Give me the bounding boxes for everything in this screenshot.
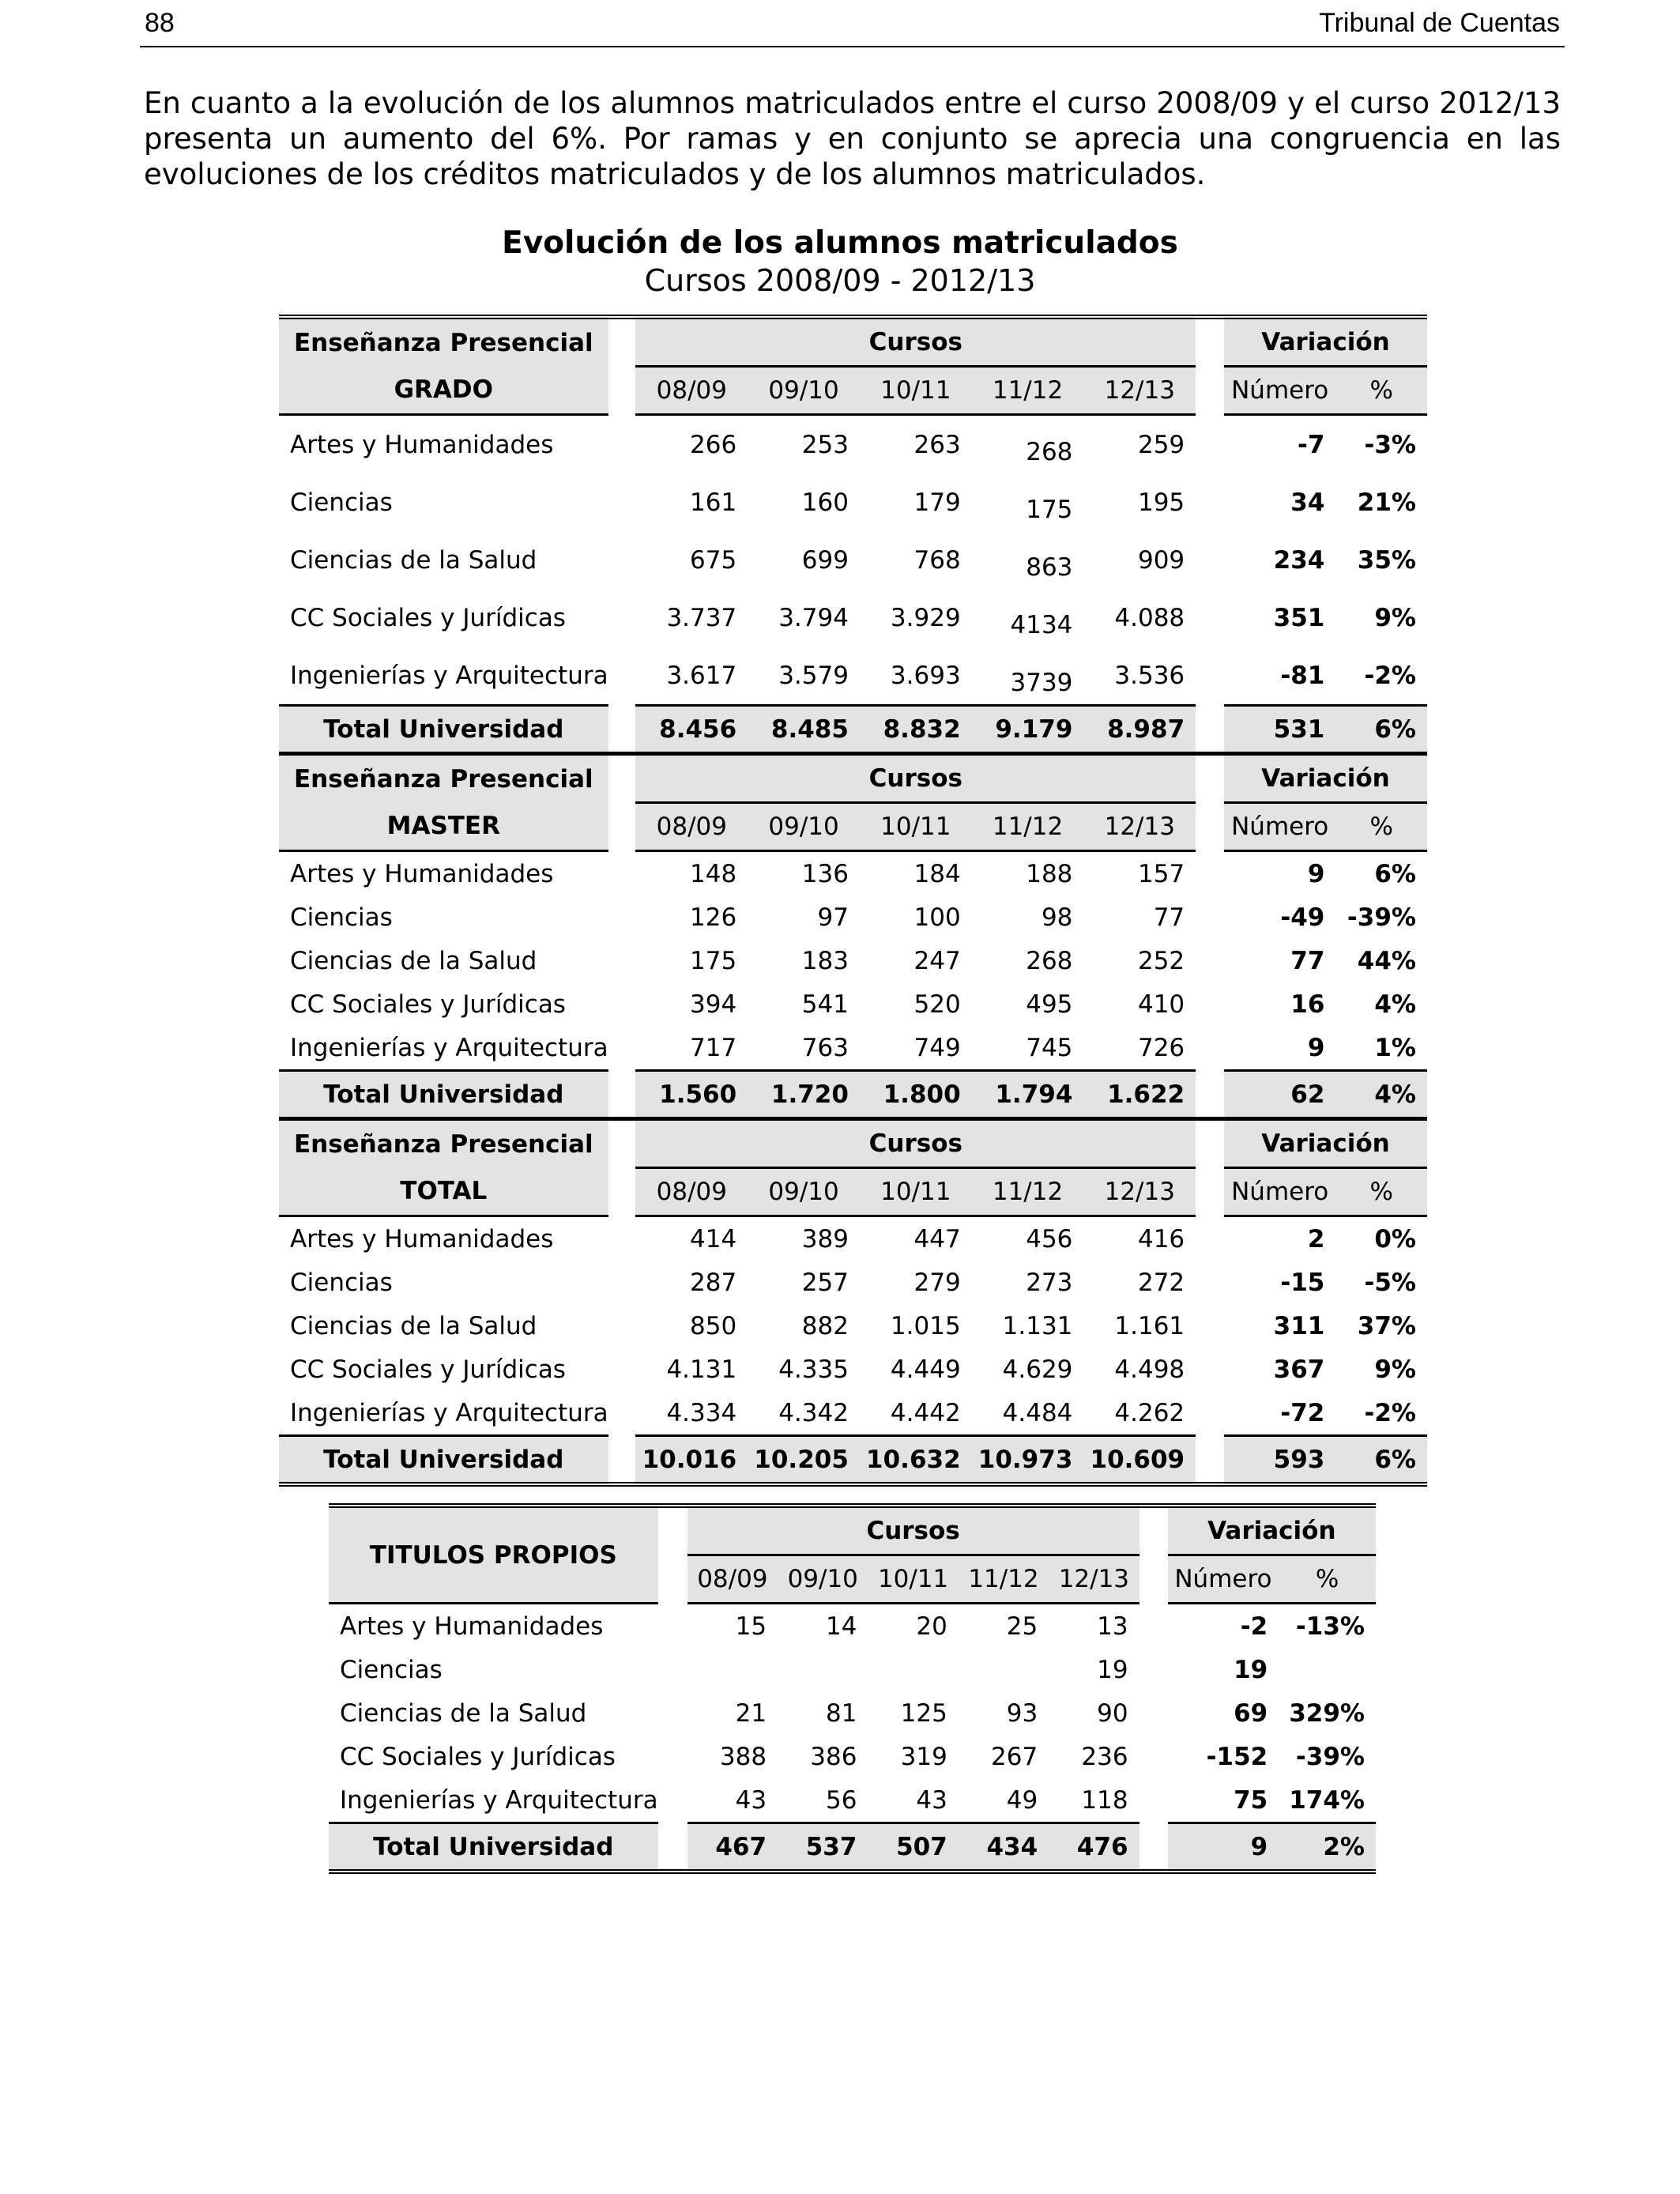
cell-value: 273 — [1026, 1268, 1073, 1297]
variation-pct: -39% — [1295, 1742, 1365, 1771]
cell-value: 100 — [913, 903, 961, 932]
cell-value: 14 — [825, 1612, 857, 1641]
variation-number: -72 — [1280, 1398, 1325, 1427]
year-header: 09/10 — [778, 1555, 868, 1604]
pct-header: % — [1279, 1555, 1376, 1604]
cell-value: 1.161 — [1114, 1311, 1185, 1340]
cursos-header: Cursos — [687, 1506, 1139, 1555]
total-value: 1.794 — [972, 1071, 1084, 1119]
cell-value: 4.088 — [1114, 603, 1185, 632]
section-name: TITULOS PROPIOS — [329, 1506, 658, 1604]
variation-pct: 9% — [1374, 603, 1416, 632]
cell-value: 97 — [817, 903, 849, 932]
table-row — [279, 1391, 1427, 1436]
cell-value: 388 — [719, 1742, 767, 1771]
cell-value: 456 — [1026, 1224, 1073, 1253]
variation-number: -15 — [1280, 1268, 1325, 1297]
year-header: 11/12 — [972, 367, 1084, 415]
row-label: Artes y Humanidades — [290, 430, 554, 459]
total-value: 8.456 — [635, 706, 748, 754]
cell-value — [778, 1648, 868, 1691]
cell-value: 175 — [690, 946, 737, 975]
total-value: 10.632 — [860, 1436, 972, 1485]
variation-number: 16 — [1290, 990, 1325, 1019]
year-header: 10/11 — [860, 803, 972, 851]
variation-number: -2 — [1240, 1612, 1268, 1641]
intro-paragraph: En cuanto a la evolución de los alumnos matriculados entre el curso 2008/09 y el curso 2012/13 presenta un aumento del 6%. Por ramas y en conjunto se aprecia una congruencia en las evoluciones de los créditos matriculados y de los alumnos matriculados. — [144, 86, 1561, 191]
variation-pct: 174% — [1289, 1785, 1365, 1815]
total-value: 10.609 — [1083, 1436, 1196, 1485]
variation-pct — [1279, 1648, 1376, 1691]
year-header: 10/11 — [860, 1168, 972, 1216]
variation-number: 34 — [1290, 488, 1325, 517]
row-label: Ciencias de la Salud — [290, 946, 537, 975]
year-header: 11/12 — [972, 1168, 1084, 1216]
cell-value: 745 — [1026, 1033, 1073, 1062]
total-label: Total Universidad — [279, 706, 608, 754]
table-row — [279, 895, 1427, 939]
cell-value: 13 — [1097, 1612, 1128, 1641]
variation-number: 77 — [1290, 946, 1325, 975]
total-row — [279, 1436, 1427, 1485]
total-value: 467 — [687, 1823, 778, 1872]
variation-number: 9 — [1307, 859, 1325, 888]
cell-value: 414 — [690, 1224, 737, 1253]
section-name: MASTER — [279, 803, 608, 851]
column-header-row — [279, 1168, 1427, 1216]
page-number: 88 — [145, 8, 175, 38]
cell-value: 118 — [1081, 1785, 1128, 1815]
ensenanza-label: Enseñanza Presencial — [279, 1119, 608, 1168]
total-value: 10.973 — [972, 1436, 1084, 1485]
section-header-row — [279, 317, 1427, 367]
total-variation-pct: 6% — [1335, 1436, 1427, 1485]
table-row — [279, 589, 1427, 647]
table-row — [279, 531, 1427, 589]
cell-value: 179 — [913, 488, 961, 517]
cell-value: 3.737 — [666, 603, 737, 632]
ensenanza-label: Enseñanza Presencial — [279, 317, 608, 367]
total-value: 1.560 — [635, 1071, 748, 1119]
table-row — [279, 982, 1427, 1026]
pct-header: % — [1335, 1168, 1427, 1216]
variation-number: 367 — [1273, 1355, 1325, 1384]
variation-pct: 1% — [1374, 1033, 1416, 1062]
cell-value: 268 — [1026, 437, 1073, 466]
year-header: 10/11 — [860, 367, 972, 415]
total-value: 1.720 — [748, 1071, 860, 1119]
numero-header: Número — [1224, 1168, 1335, 1216]
numero-header: Número — [1224, 803, 1335, 851]
total-variation-number: 593 — [1224, 1436, 1335, 1485]
variation-pct: 4% — [1374, 990, 1416, 1019]
variation-number: 69 — [1234, 1698, 1268, 1728]
row-label: Ciencias — [290, 903, 393, 932]
cell-value: 184 — [913, 859, 961, 888]
table-row — [329, 1691, 1376, 1735]
variation-pct: -5% — [1364, 1268, 1416, 1297]
variation-pct: 6% — [1374, 859, 1416, 888]
cell-value: 909 — [1137, 545, 1185, 575]
section-header-row — [279, 754, 1427, 803]
cell-value: 410 — [1137, 990, 1185, 1019]
row-label: Ingenierías y Arquitectura — [290, 1398, 608, 1427]
cell-value: 1.131 — [1002, 1311, 1073, 1340]
row-label: Ciencias — [340, 1655, 443, 1684]
variation-number: 2 — [1307, 1224, 1325, 1253]
cursos-header: Cursos — [635, 754, 1196, 803]
cell-value: 25 — [1006, 1612, 1038, 1641]
cell-value: 4.262 — [1114, 1398, 1185, 1427]
row-label: Ciencias de la Salud — [290, 1311, 537, 1340]
cursos-header: Cursos — [635, 1119, 1196, 1168]
cell-value: 768 — [913, 545, 961, 575]
table-row — [329, 1778, 1376, 1823]
table-row — [279, 1348, 1427, 1391]
variation-number: 9 — [1307, 1033, 1325, 1062]
table-row — [279, 939, 1427, 982]
table-row — [279, 1216, 1427, 1261]
row-label: Ciencias de la Salud — [340, 1698, 587, 1728]
cell-value: 236 — [1081, 1742, 1128, 1771]
cell-value: 161 — [690, 488, 737, 517]
total-value: 507 — [868, 1823, 958, 1872]
cell-value: 126 — [690, 903, 737, 932]
total-variation-pct: 6% — [1335, 706, 1427, 754]
cell-value: 43 — [735, 1785, 767, 1815]
variation-pct: 44% — [1357, 946, 1416, 975]
cell-value: 319 — [900, 1742, 947, 1771]
row-label: Artes y Humanidades — [290, 859, 554, 888]
total-value: 8.832 — [860, 706, 972, 754]
cell-value: 726 — [1137, 1033, 1185, 1062]
cell-value: 188 — [1026, 859, 1073, 888]
total-value: 9.179 — [972, 706, 1084, 754]
cell-value: 259 — [1137, 430, 1185, 459]
total-value: 434 — [959, 1823, 1049, 1872]
cell-value: 850 — [690, 1311, 737, 1340]
cell-value: 175 — [1026, 495, 1073, 524]
cursos-header: Cursos — [635, 317, 1196, 367]
year-header: 12/13 — [1083, 1168, 1196, 1216]
year-header: 08/09 — [635, 367, 748, 415]
row-label: Ciencias — [290, 1268, 393, 1297]
cell-value: 279 — [913, 1268, 961, 1297]
cell-value: 20 — [916, 1612, 947, 1641]
row-label: Artes y Humanidades — [340, 1612, 604, 1641]
row-label: CC Sociales y Jurídicas — [290, 1355, 566, 1384]
row-label: Ciencias — [290, 488, 393, 517]
cell-value: 247 — [913, 946, 961, 975]
cell-value: 394 — [690, 990, 737, 1019]
cell-value: 253 — [801, 430, 849, 459]
cell-value: 3.617 — [666, 661, 737, 690]
table-row — [329, 1735, 1376, 1778]
variation-number: 351 — [1273, 603, 1325, 632]
cell-value: 125 — [900, 1698, 947, 1728]
cell-value: 98 — [1041, 903, 1073, 932]
cell-value: 3.693 — [890, 661, 961, 690]
cell-value: 541 — [801, 990, 849, 1019]
cell-value: 3739 — [1010, 668, 1073, 697]
total-value: 10.016 — [635, 1436, 748, 1485]
cell-value: 386 — [810, 1742, 857, 1771]
variation-number: -7 — [1297, 430, 1325, 459]
table-title: Evolución de los alumnos matriculados — [502, 225, 1178, 261]
section-name: TOTAL — [279, 1168, 608, 1216]
variation-number: -81 — [1280, 661, 1325, 690]
total-value: 8.987 — [1083, 706, 1196, 754]
cell-value: 267 — [991, 1742, 1038, 1771]
variacion-header: Variación — [1224, 1119, 1427, 1168]
cell-value: 4.449 — [890, 1355, 961, 1384]
cell-value: 4.131 — [666, 1355, 737, 1384]
year-header: 12/13 — [1049, 1555, 1139, 1604]
cell-value: 90 — [1097, 1698, 1128, 1728]
table-row — [279, 1261, 1427, 1304]
cell-value: 3.929 — [890, 603, 961, 632]
enrollment-table — [279, 315, 1427, 1487]
section-name: GRADO — [279, 367, 608, 415]
cell-value: 699 — [801, 545, 849, 575]
cell-value: 447 — [913, 1224, 961, 1253]
cell-value: 863 — [1026, 552, 1073, 582]
variation-pct: -3% — [1364, 430, 1416, 459]
total-label: Total Universidad — [329, 1823, 658, 1872]
cell-value: 4.342 — [778, 1398, 849, 1427]
cell-value — [687, 1648, 778, 1691]
column-header-row — [279, 367, 1427, 415]
column-header-row — [279, 803, 1427, 851]
year-header: 09/10 — [748, 1168, 860, 1216]
cell-value: 287 — [690, 1268, 737, 1297]
cell-value: 257 — [801, 1268, 849, 1297]
total-variation-number: 9 — [1168, 1823, 1279, 1872]
year-header: 09/10 — [748, 803, 860, 851]
table-row — [329, 1648, 1376, 1691]
row-label: CC Sociales y Jurídicas — [340, 1742, 616, 1771]
cell-value: 252 — [1137, 946, 1185, 975]
cell-value: 675 — [690, 545, 737, 575]
total-value: 8.485 — [748, 706, 860, 754]
variacion-header: Variación — [1224, 317, 1427, 367]
cell-value: 266 — [690, 430, 737, 459]
variacion-header: Variación — [1224, 754, 1427, 803]
table-row — [329, 1604, 1376, 1649]
variation-number: 75 — [1234, 1785, 1268, 1815]
section-header-row — [279, 1119, 1427, 1168]
variation-number: 311 — [1273, 1311, 1325, 1340]
year-header: 08/09 — [635, 803, 748, 851]
cell-value — [959, 1648, 1049, 1691]
variation-pct: 0% — [1374, 1224, 1416, 1253]
variation-pct: -39% — [1347, 903, 1416, 932]
cell-value: 49 — [1006, 1785, 1038, 1815]
cell-value: 77 — [1153, 903, 1185, 932]
variation-number: 19 — [1234, 1655, 1268, 1684]
table-row — [279, 415, 1427, 474]
variation-pct: 37% — [1357, 1311, 1416, 1340]
variation-pct: -13% — [1295, 1612, 1365, 1641]
year-header: 08/09 — [635, 1168, 748, 1216]
total-label: Total Universidad — [279, 1436, 608, 1485]
cell-value: 160 — [801, 488, 849, 517]
cell-value: 495 — [1026, 990, 1073, 1019]
table-row — [279, 851, 1427, 896]
variation-pct: 9% — [1374, 1355, 1416, 1384]
variation-number: -152 — [1206, 1742, 1268, 1771]
total-variation-number: 62 — [1224, 1071, 1335, 1119]
cell-value: 15 — [735, 1612, 767, 1641]
table-row — [279, 1304, 1427, 1348]
total-row — [279, 706, 1427, 754]
table-row — [279, 473, 1427, 531]
total-row — [329, 1823, 1376, 1872]
cell-value: 389 — [801, 1224, 849, 1253]
running-title: Tribunal de Cuentas — [1319, 8, 1560, 38]
pct-header: % — [1335, 803, 1427, 851]
variation-pct: -2% — [1364, 661, 1416, 690]
table-subtitle: Cursos 2008/09 - 2012/13 — [644, 263, 1036, 298]
cell-value: 195 — [1137, 488, 1185, 517]
row-label: CC Sociales y Jurídicas — [290, 603, 566, 632]
total-variation-pct: 4% — [1335, 1071, 1427, 1119]
cell-value: 56 — [825, 1785, 857, 1815]
row-label: Ingenierías y Arquitectura — [340, 1785, 658, 1815]
row-label: CC Sociales y Jurídicas — [290, 990, 566, 1019]
total-value: 476 — [1049, 1823, 1139, 1872]
variation-pct: 35% — [1357, 545, 1416, 575]
cell-value: 4.442 — [890, 1398, 961, 1427]
total-value: 537 — [778, 1823, 868, 1872]
ensenanza-label: Enseñanza Presencial — [279, 754, 608, 803]
variation-number: 234 — [1273, 545, 1325, 575]
cell-value: 763 — [801, 1033, 849, 1062]
numero-header: Número — [1168, 1555, 1279, 1604]
total-variation-number: 531 — [1224, 706, 1335, 754]
row-label: Ciencias de la Salud — [290, 545, 537, 575]
row-label: Artes y Humanidades — [290, 1224, 554, 1253]
cell-value: 4.484 — [1002, 1398, 1073, 1427]
total-value: 10.205 — [748, 1436, 860, 1485]
total-label: Total Universidad — [279, 1071, 608, 1119]
variation-pct: 329% — [1289, 1698, 1365, 1728]
cell-value: 93 — [1006, 1698, 1038, 1728]
section-header-row — [329, 1506, 1376, 1555]
table-row — [279, 647, 1427, 706]
cell-value: 183 — [801, 946, 849, 975]
year-header: 08/09 — [687, 1555, 778, 1604]
page-header — [140, 0, 1565, 47]
table-row — [279, 1026, 1427, 1071]
cell-value: 136 — [801, 859, 849, 888]
row-label: Ingenierías y Arquitectura — [290, 661, 608, 690]
year-header: 12/13 — [1083, 367, 1196, 415]
cell-value: 19 — [1097, 1655, 1128, 1684]
cell-value: 4.335 — [778, 1355, 849, 1384]
cell-value: 3.579 — [778, 661, 849, 690]
cell-value: 263 — [913, 430, 961, 459]
titulos-propios-table — [329, 1503, 1376, 1874]
cell-value: 272 — [1137, 1268, 1185, 1297]
year-header: 10/11 — [868, 1555, 958, 1604]
cell-value: 3.536 — [1114, 661, 1185, 690]
cell-value: 3.794 — [778, 603, 849, 632]
variation-number: -49 — [1280, 903, 1325, 932]
variation-pct: -2% — [1364, 1398, 1416, 1427]
cell-value: 520 — [913, 990, 961, 1019]
cell-value: 157 — [1137, 859, 1185, 888]
cell-value: 21 — [735, 1698, 767, 1728]
total-value: 1.800 — [860, 1071, 972, 1119]
cell-value: 43 — [916, 1785, 947, 1815]
cell-value: 882 — [801, 1311, 849, 1340]
cell-value: 749 — [913, 1033, 961, 1062]
cell-value: 4.334 — [666, 1398, 737, 1427]
cell-value: 717 — [690, 1033, 737, 1062]
cell-value: 416 — [1137, 1224, 1185, 1253]
cell-value: 268 — [1026, 946, 1073, 975]
cell-value: 81 — [825, 1698, 857, 1728]
year-header: 09/10 — [748, 367, 860, 415]
cell-value — [868, 1648, 958, 1691]
pct-header: % — [1335, 367, 1427, 415]
total-value: 1.622 — [1083, 1071, 1196, 1119]
year-header: 11/12 — [959, 1555, 1049, 1604]
variation-pct: 21% — [1357, 488, 1416, 517]
cell-value: 4.629 — [1002, 1355, 1073, 1384]
row-label: Ingenierías y Arquitectura — [290, 1033, 608, 1062]
numero-header: Número — [1224, 367, 1335, 415]
cell-value: 1.015 — [890, 1311, 961, 1340]
cell-value: 4134 — [1010, 610, 1073, 639]
cell-value: 4.498 — [1114, 1355, 1185, 1384]
year-header: 12/13 — [1083, 803, 1196, 851]
year-header: 11/12 — [972, 803, 1084, 851]
total-variation-pct: 2% — [1279, 1823, 1376, 1872]
total-row — [279, 1071, 1427, 1119]
variacion-header: Variación — [1168, 1506, 1376, 1555]
cell-value: 148 — [690, 859, 737, 888]
